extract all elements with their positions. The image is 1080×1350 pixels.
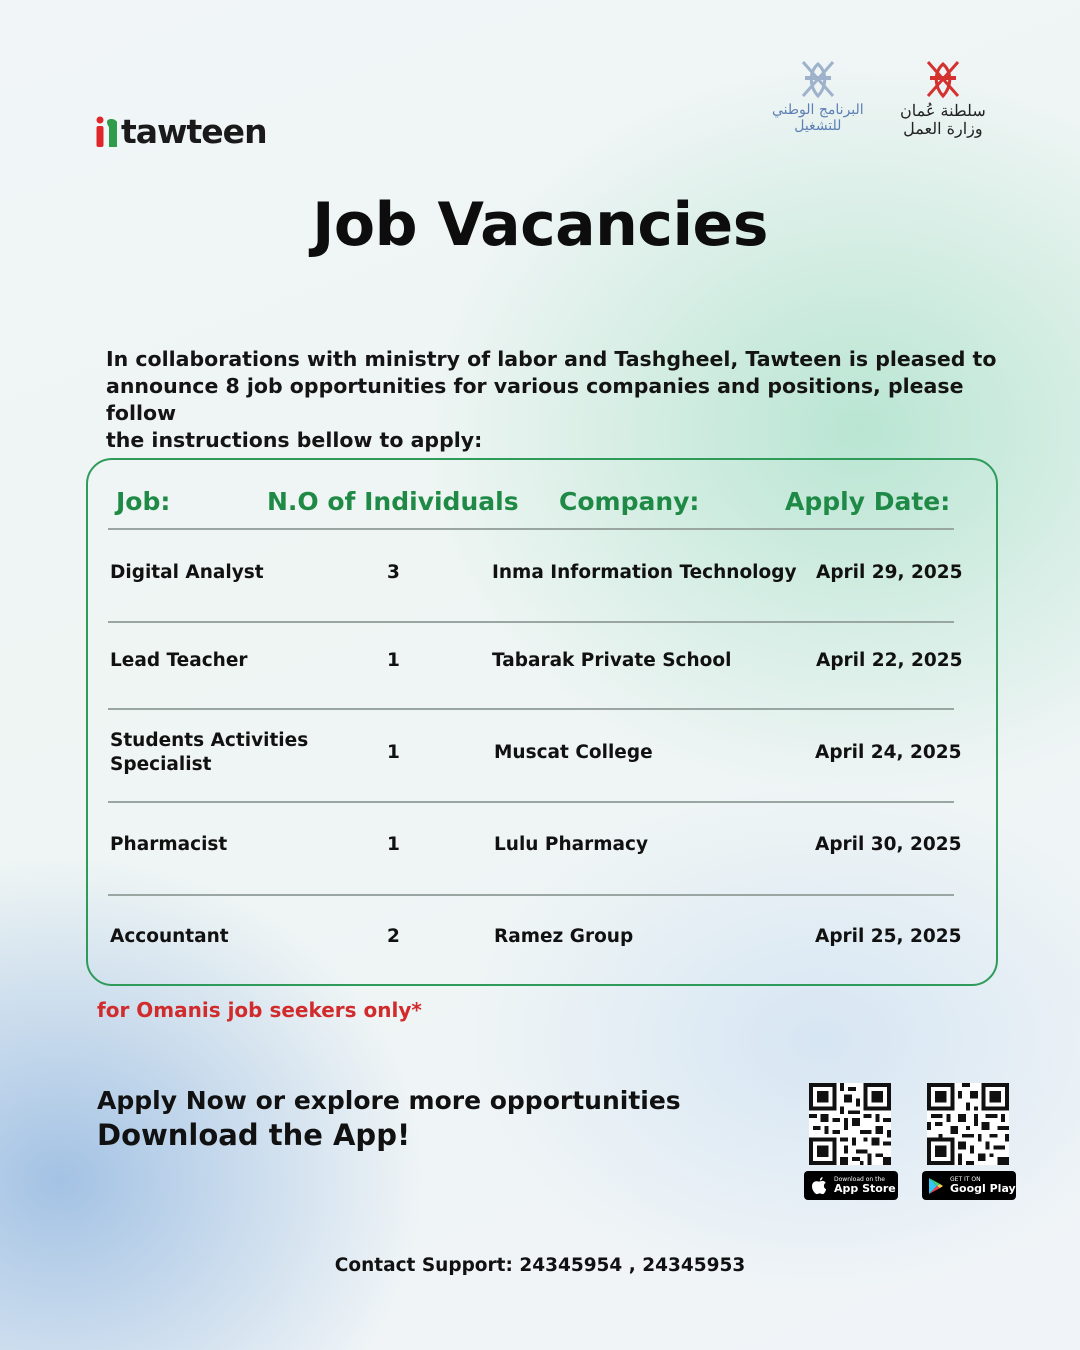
row-3-job: Students Activities Specialist [110, 730, 309, 775]
contact-support: Contact Support: 24345954 , 24345953 [334, 1255, 746, 1276]
tashgheel-name-line2: للتشغيل [794, 118, 842, 134]
cta-line-1: Apply Now or explore more opportunities [97, 1086, 681, 1115]
divider [108, 894, 954, 896]
header-date: Apply Date: [785, 487, 951, 516]
row-1-company: Inma Information Technology [492, 562, 797, 583]
divider [108, 528, 954, 530]
row-3-count: 1 [387, 742, 400, 763]
tawteen-logo-icon [95, 116, 119, 148]
tawteen-logo [95, 112, 267, 151]
brand-name: tawteen [121, 112, 267, 151]
row-2-company: Tabarak Private School [492, 650, 732, 671]
row-1-job: Digital Analyst [110, 562, 264, 583]
header-company: Company: [559, 487, 700, 516]
row-3-date: April 24, 2025 [815, 742, 962, 763]
google-play-icon [928, 1177, 944, 1195]
intro-paragraph [106, 346, 1006, 454]
page-title: Job Vacancies [312, 190, 768, 260]
intro-line-3: the instructions bellow to apply: [106, 428, 483, 452]
row-4-date: April 30, 2025 [815, 834, 962, 855]
header-job: Job: [116, 487, 171, 516]
apple-icon [810, 1176, 828, 1196]
tashgheel-logo [772, 58, 864, 134]
app-store-big-text: App Store [834, 1182, 896, 1195]
divider [108, 708, 954, 710]
divider [108, 621, 954, 623]
app-store-badge[interactable] [804, 1171, 898, 1200]
intro-line-2: announce 8 job opportunities for various companies and positions, please follow [106, 374, 964, 425]
oman-emblem-icon [795, 58, 841, 102]
app-store-small-text: Download on the [834, 1176, 885, 1183]
divider [108, 801, 954, 803]
row-1-date: April 29, 2025 [816, 562, 963, 583]
row-4-count: 1 [387, 834, 400, 855]
ministry-name-line1: سلطنة عُمان [900, 101, 986, 120]
tashgheel-name-line1: البرنامج الوطني [772, 102, 864, 118]
google-play-qr-code[interactable] [927, 1083, 1009, 1165]
row-4-job: Pharmacist [110, 834, 228, 855]
row-2-date: April 22, 2025 [816, 650, 963, 671]
header-count: N.O of Individuals [267, 487, 519, 516]
row-5-job: Accountant [110, 926, 229, 947]
row-4-company: Lulu Pharmacy [494, 834, 649, 855]
app-store-qr-code[interactable] [809, 1083, 891, 1165]
row-1-count: 3 [387, 562, 400, 583]
row-2-job: Lead Teacher [110, 650, 248, 671]
row-2-count: 1 [387, 650, 400, 671]
cta-line-2: Download the App! [97, 1118, 411, 1152]
row-5-date: April 25, 2025 [815, 926, 962, 947]
row-5-count: 2 [387, 926, 400, 947]
vacancies-table [86, 458, 998, 986]
google-play-big-text: Googl Play [950, 1182, 1016, 1195]
eligibility-note: for Omanis job seekers only* [97, 998, 422, 1022]
google-play-small-text: GET IT ON [950, 1176, 981, 1183]
ministry-of-labour-logo [900, 58, 986, 138]
intro-line-1: In collaborations with ministry of labor and Tashgheel, Tawteen is pleased to [106, 347, 997, 371]
ministry-name-line2: وزارة العمل [903, 119, 983, 138]
oman-emblem-icon [920, 58, 966, 102]
row-3-company: Muscat College [494, 742, 653, 763]
google-play-badge[interactable] [922, 1171, 1016, 1200]
row-5-company: Ramez Group [494, 926, 634, 947]
